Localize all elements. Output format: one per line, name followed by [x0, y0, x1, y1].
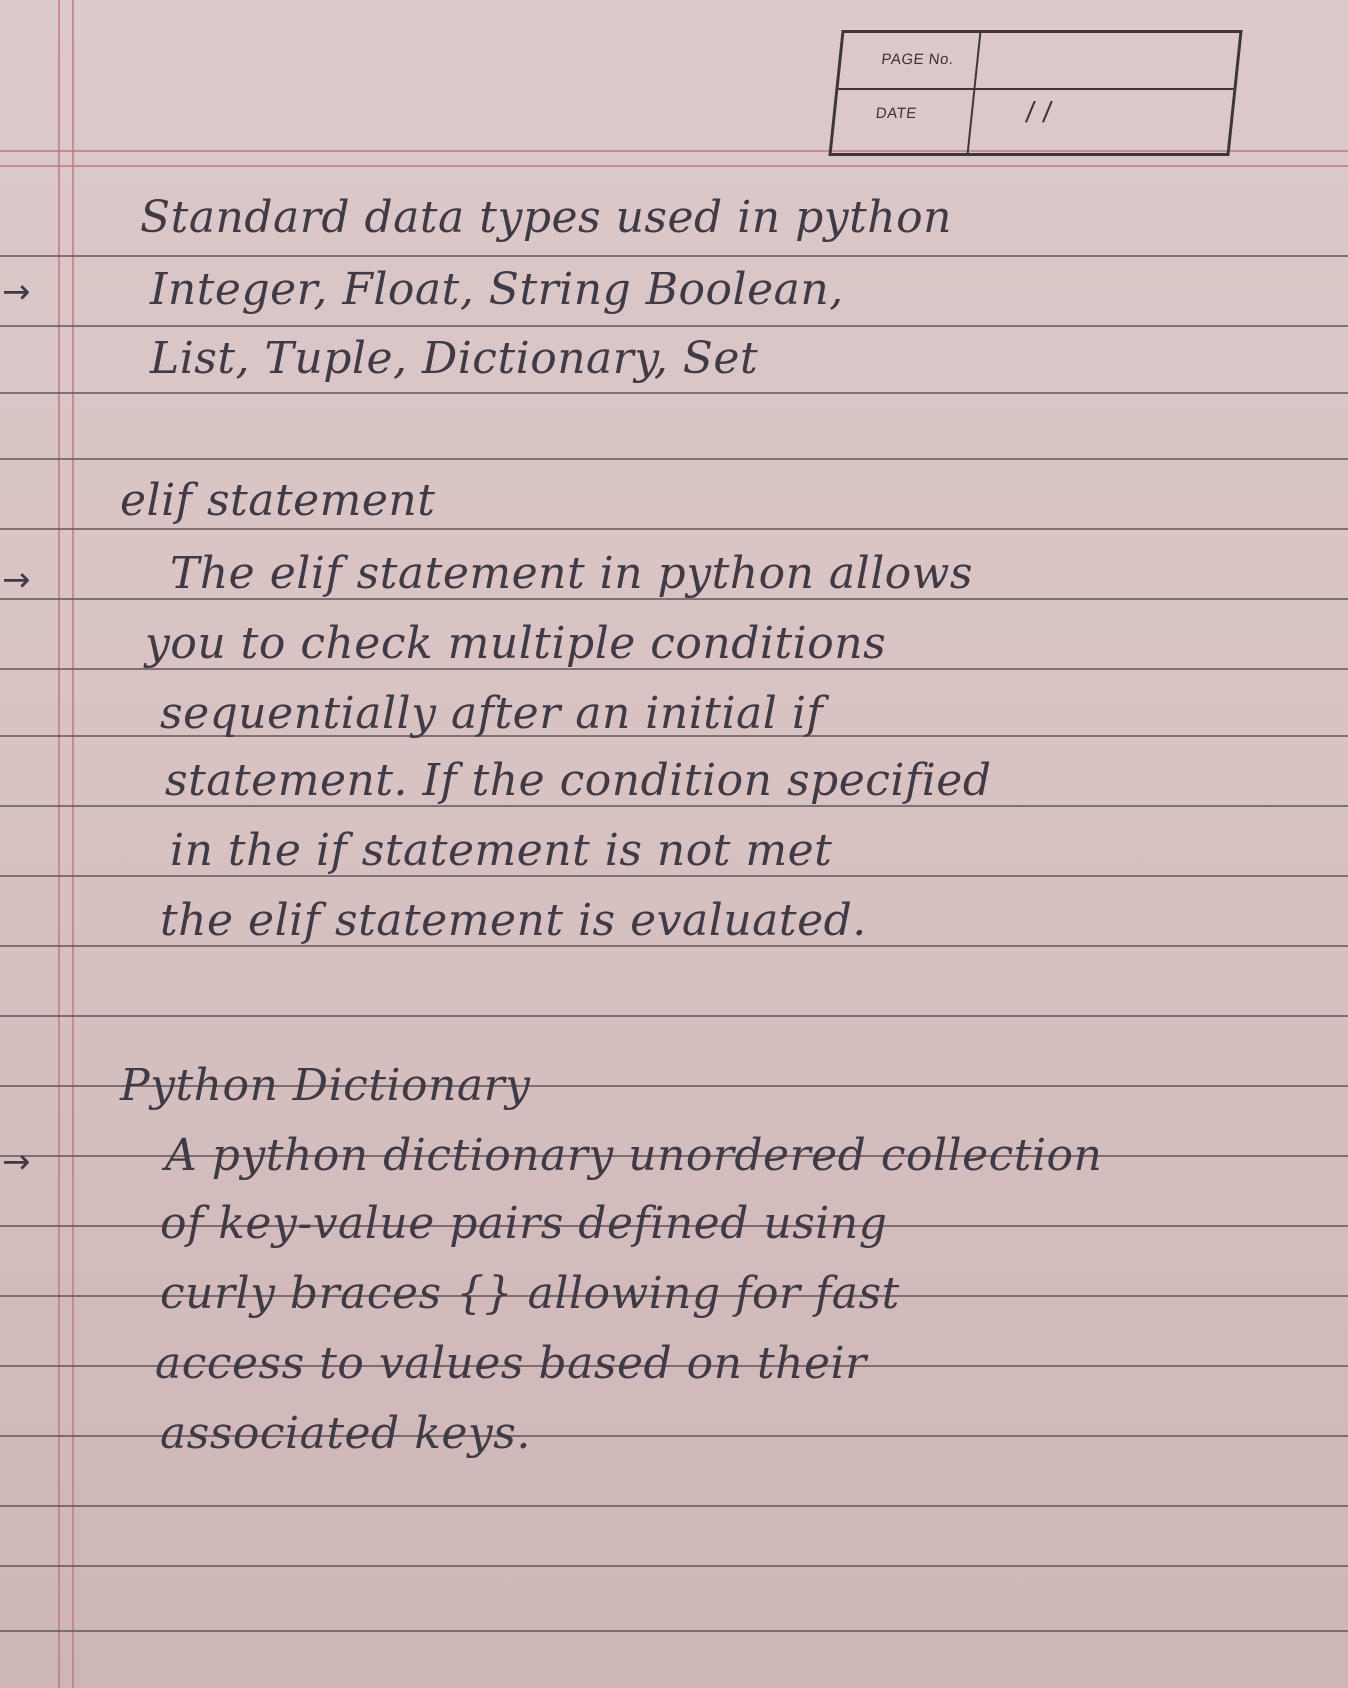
- ruled-line: [0, 325, 1348, 327]
- note-line: the elif statement is evaluated.: [160, 895, 867, 946]
- ruled-line: [0, 458, 1348, 460]
- note-line: sequentially after an initial if: [160, 688, 824, 739]
- date-value: / /: [1024, 97, 1054, 127]
- section-heading: Python Dictionary: [120, 1060, 531, 1111]
- date-label: DATE: [874, 105, 918, 122]
- ruled-line: [0, 392, 1348, 394]
- ruled-line: [0, 1015, 1348, 1017]
- ruled-line: [0, 1505, 1348, 1507]
- note-line: The elif statement in python allows: [170, 548, 974, 599]
- ruled-line: [0, 1630, 1348, 1632]
- top-margin-line: [0, 165, 1348, 167]
- note-line: associated keys.: [160, 1408, 531, 1459]
- arrow-icon: →: [2, 272, 31, 312]
- note-line: of key-value pairs defined using: [160, 1198, 888, 1249]
- note-line: access to values based on their: [155, 1338, 867, 1389]
- page-date-box: [828, 30, 1242, 156]
- box-divider: [967, 33, 982, 153]
- note-line: List, Tuple, Dictionary, Set: [150, 333, 759, 384]
- note-line: curly braces {} allowing for fast: [160, 1268, 900, 1319]
- note-line: A python dictionary unordered collection: [165, 1130, 1103, 1181]
- section-heading: Standard data types used in python: [140, 192, 952, 243]
- ruled-line: [0, 528, 1348, 530]
- section-heading: elif statement: [120, 475, 436, 526]
- ruled-line: [0, 1565, 1348, 1567]
- page-number-label: PAGE No.: [880, 51, 955, 68]
- box-divider: [838, 88, 1233, 90]
- ruled-line: [0, 255, 1348, 257]
- arrow-icon: →: [2, 560, 31, 600]
- note-line: you to check multiple conditions: [145, 618, 887, 669]
- note-line: in the if statement is not met: [170, 825, 833, 876]
- note-line: Integer, Float, String Boolean,: [150, 264, 844, 315]
- arrow-icon: →: [2, 1142, 31, 1182]
- note-line: statement. If the condition specified: [165, 755, 992, 806]
